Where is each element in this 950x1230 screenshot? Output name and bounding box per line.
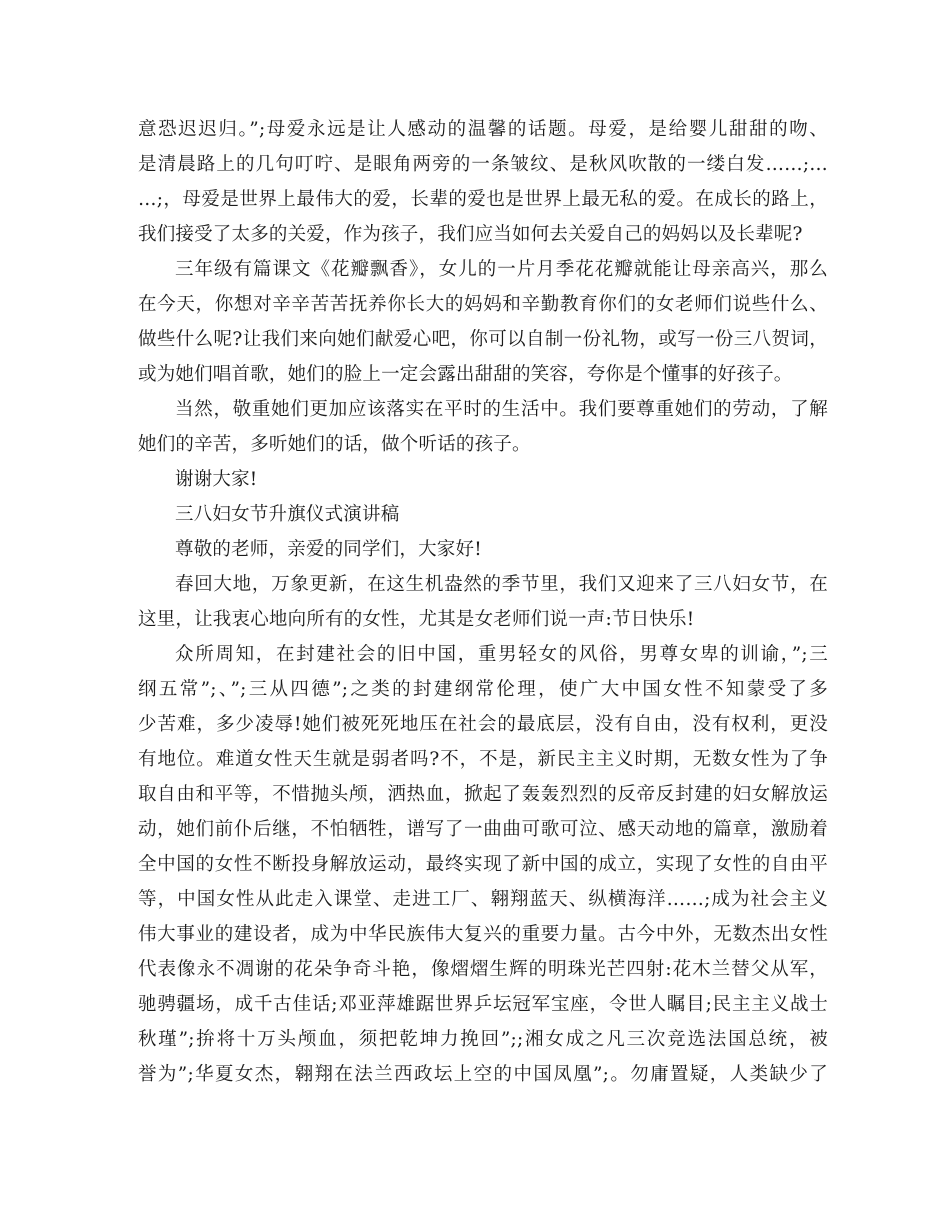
text-line: 在今天，你想对辛辛苦苦抚养你长大的妈妈和辛勤教育你们的女老师们说些什么、 <box>138 294 828 315</box>
text-line: 等，中国女性从此走入课堂、走进工厂、翱翔蓝天、纵横海洋……;成为社会主义 <box>138 889 828 910</box>
text-line: 代表像永不凋谢的花朵争奇斗艳，像熠熠生辉的明珠光芒四射:花木兰替父从军， <box>138 959 828 980</box>
text-line: 伟大事业的建设者，成为中华民族伟大复兴的重要力量。古今中外，无数杰出女性 <box>138 924 828 945</box>
text-line: 驰骋疆场，成千古佳话;邓亚萍雄踞世界乒坛冠军宝座，令世人瞩目;民主主义战士 <box>138 994 828 1015</box>
text-line: 众所周知，在封建社会的旧中国，重男轻女的风俗，男尊女卑的训谕，”;三 <box>175 644 828 665</box>
text-line: 三年级有篇课文《花瓣飘香》，女儿的一片月季花花瓣就能让母亲高兴，那么 <box>175 259 828 280</box>
text-line: 动，她们前仆后继，不怕牺牲，谱写了一曲曲可歌可泣、感天动地的篇章，激励着 <box>138 819 828 840</box>
text-line: 秋瑾”;拚将十万头颅血，须把乾坤力挽回”;;湘女成之凡三次竞选法国总统，被 <box>138 1029 828 1050</box>
text-line: 她们的辛苦，多听她们的话，做个听话的孩子。 <box>138 434 531 455</box>
text-line: 做些什么呢?让我们来向她们献爱心吧，你可以自制一份礼物，或写一份三八贺词， <box>138 329 828 350</box>
text-line: …;，母爱是世界上最伟大的爱，长辈的爱也是世界上最无私的爱。在成长的路上， <box>138 189 828 210</box>
text-line: 当然，敬重她们更加应该落实在平时的生活中。我们要尊重她们的劳动，了解 <box>175 399 828 420</box>
text-line: 春回大地，万象更新，在这生机盎然的季节里，我们又迎来了三八妇女节，在 <box>175 574 828 595</box>
text-line: 尊敬的老师，亲爱的同学们，大家好! <box>175 539 482 560</box>
text-line: 是清晨路上的几句叮咛、是眼角两旁的一条皱纹、是秋风吹散的一缕白发……;… <box>138 154 828 175</box>
document-body <box>138 112 828 1092</box>
text-line: 谢谢大家! <box>175 469 258 490</box>
text-line: 意恐迟迟归。”;母爱永远是让人感动的温馨的话题。母爱，是给婴儿甜甜的吻、 <box>138 119 828 140</box>
text-line: 三八妇女节升旗仪式演讲稿 <box>175 504 400 525</box>
text-line: 有地位。难道女性天生就是弱者吗?不，不是，新民主主义时期，无数女性为了争 <box>138 749 828 770</box>
text-line: 我们接受了太多的关爱，作为孩子，我们应当如何去关爱自己的妈妈以及长辈呢? <box>138 224 803 245</box>
text-line: 誉为”;华夏女杰，翱翔在法兰西政坛上空的中国凤凰”;。勿庸置疑，人类缺少了 <box>138 1064 828 1085</box>
text-line: 或为她们唱首歌，她们的脸上一定会露出甜甜的笑容，夸你是个懂事的好孩子。 <box>138 364 793 385</box>
text-line: 全中国的女性不断投身解放运动，最终实现了新中国的成立，实现了女性的自由平 <box>138 854 828 875</box>
text-line: 纲五常”;、”;三从四德”;之类的封建纲常伦理，使广大中国女性不知蒙受了多 <box>138 679 828 700</box>
text-line: 这里，让我衷心地向所有的女性，尤其是女老师们说一声:节日快乐! <box>138 609 695 630</box>
text-line: 取自由和平等，不惜抛头颅，洒热血，掀起了轰轰烈烈的反帝反封建的妇女解放运 <box>138 784 828 805</box>
text-line: 少苦难，多少凌辱!她们被死死地压在社会的最底层，没有自由，没有权利，更没 <box>138 714 828 735</box>
